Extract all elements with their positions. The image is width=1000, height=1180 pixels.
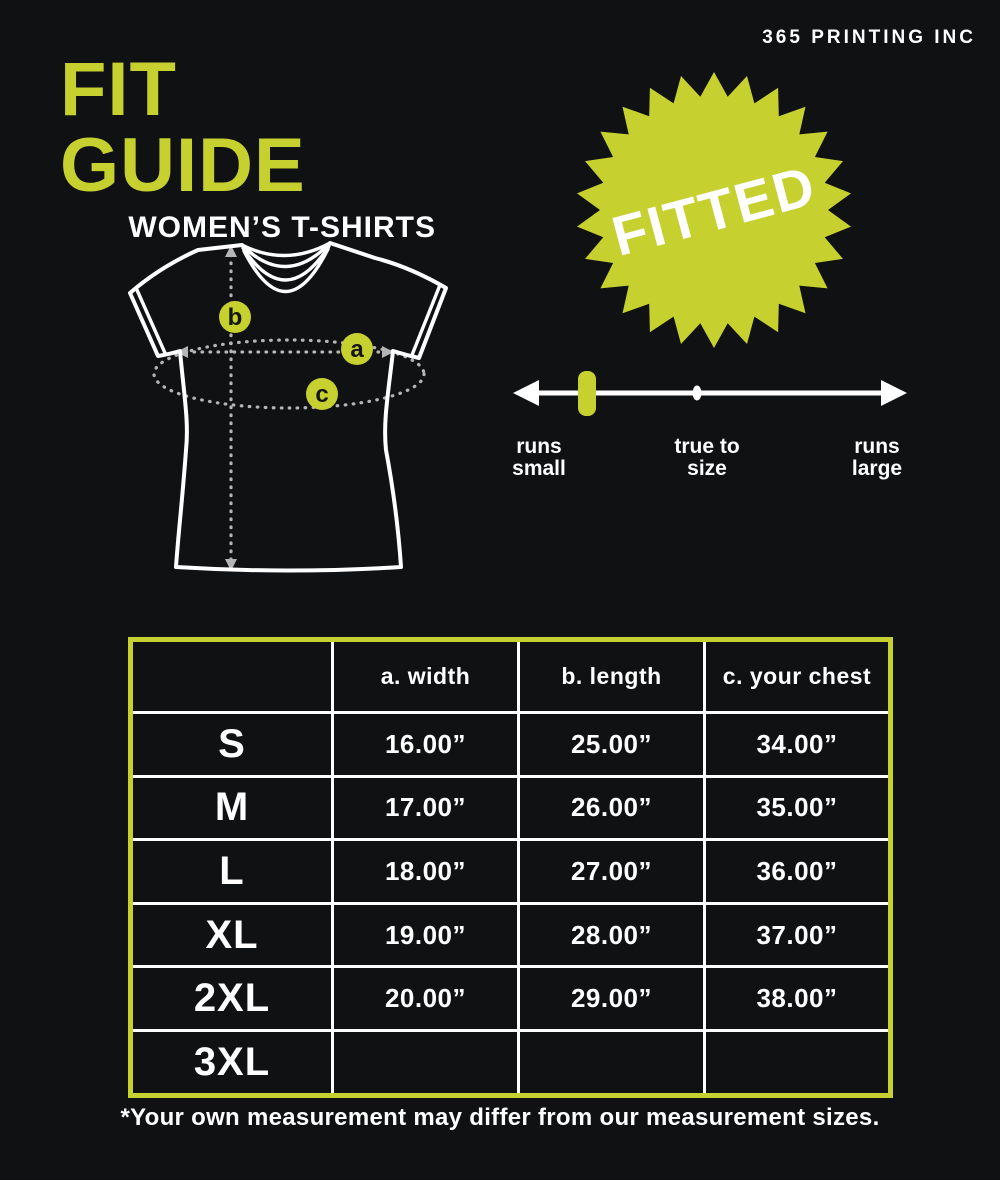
fit-scale-label-runs-large: runs large xyxy=(851,435,903,480)
table-row-xl xyxy=(131,903,891,967)
fit-scale xyxy=(505,365,915,425)
chest-value: 34.00” xyxy=(705,713,891,777)
marker-b xyxy=(219,301,251,333)
column-header-width: a. width xyxy=(333,640,519,713)
brand-name: 365 PRINTING INC xyxy=(762,27,976,48)
size-label: L xyxy=(131,840,333,904)
tshirt-outline xyxy=(130,243,446,571)
width-value: 19.00” xyxy=(333,903,519,967)
column-header-length: b. length xyxy=(519,640,705,713)
length-value: 25.00” xyxy=(519,713,705,777)
marker-a xyxy=(341,333,373,365)
header xyxy=(60,47,436,245)
width-value xyxy=(333,1031,519,1096)
fitted-badge xyxy=(564,60,864,360)
fit-scale-center-dot xyxy=(693,386,702,401)
size-label: 2XL xyxy=(131,967,333,1031)
size-label: 3XL xyxy=(131,1031,333,1096)
chest-value: 37.00” xyxy=(705,903,891,967)
fit-scale-left-arrow xyxy=(513,380,539,406)
column-header-chest: c. your chest xyxy=(705,640,891,713)
marker-b-letter: b xyxy=(227,304,243,331)
page-title: FIT GUIDE xyxy=(60,47,306,208)
marker-c xyxy=(306,378,338,410)
fit-scale-label-true-to-size: true to size xyxy=(674,435,740,480)
length-value: 26.00” xyxy=(519,776,705,840)
length-value: 28.00” xyxy=(519,903,705,967)
length-value: 27.00” xyxy=(519,840,705,904)
table-row-m xyxy=(131,776,891,840)
size-label: XL xyxy=(131,903,333,967)
table-row-2xl xyxy=(131,967,891,1031)
length-measure-line xyxy=(225,245,237,571)
table-row-s xyxy=(131,713,891,777)
size-table-header-row xyxy=(131,640,891,713)
table-row-l xyxy=(131,840,891,904)
fit-scale-marker xyxy=(578,371,596,416)
width-value: 16.00” xyxy=(333,713,519,777)
width-value: 20.00” xyxy=(333,967,519,1031)
chest-value: 35.00” xyxy=(705,776,891,840)
chest-value xyxy=(705,1031,891,1096)
table-row-3xl xyxy=(131,1031,891,1096)
width-value: 18.00” xyxy=(333,840,519,904)
width-value: 17.00” xyxy=(333,776,519,840)
chest-value: 38.00” xyxy=(705,967,891,1031)
size-label: S xyxy=(131,713,333,777)
size-label: M xyxy=(131,776,333,840)
footnote: *Your own measurement may differ from our measurement sizes. xyxy=(120,1104,880,1131)
page-subtitle: WOMEN’S T-SHIRTS xyxy=(128,211,436,244)
fitted-badge-label: FITTED xyxy=(605,153,823,268)
marker-c-letter: c xyxy=(315,381,329,408)
size-table xyxy=(128,637,893,1098)
length-value: 29.00” xyxy=(519,967,705,1031)
fit-scale-right-arrow xyxy=(881,380,907,406)
chest-value: 36.00” xyxy=(705,840,891,904)
marker-a-letter: a xyxy=(350,336,364,363)
fit-scale-label-runs-small: runs small xyxy=(512,435,566,480)
length-value xyxy=(519,1031,705,1096)
size-table-corner-cell xyxy=(131,640,333,713)
tshirt-measurement-diagram xyxy=(110,225,460,585)
chest-measure-ellipse xyxy=(154,340,424,408)
